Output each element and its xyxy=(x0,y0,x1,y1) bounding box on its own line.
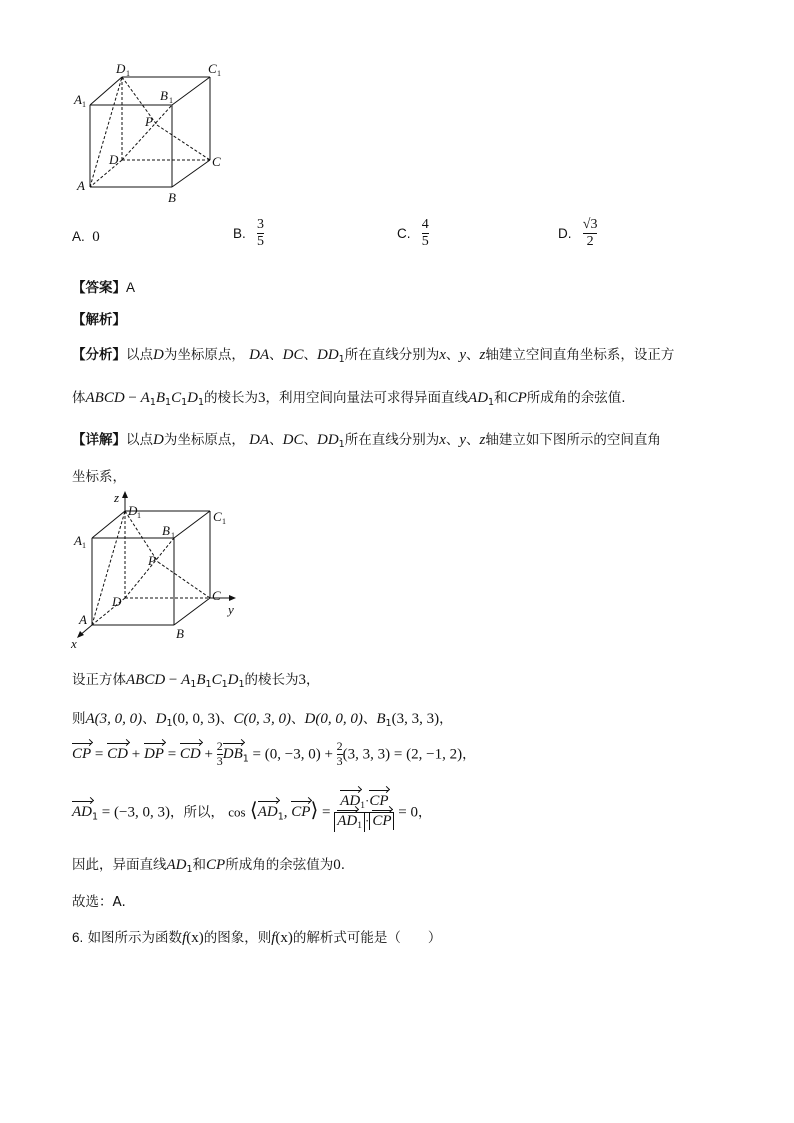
fenxi-line-2: 体ABCD − $A_1B_1C_1D_1$的棱长为3，利用空间向量法可求得异面直线$AD_1$和CP所成角的余弦值. xyxy=(72,390,626,408)
axis-y-label: y xyxy=(228,602,234,617)
svg-text:1: 1 xyxy=(137,511,141,520)
label2-b1: B xyxy=(162,523,170,538)
label2-p: P xyxy=(148,553,156,568)
cos-fraction: $\frac{AD_1\cdot CP}{AD_1 \cdot CP}$ xyxy=(334,793,394,832)
label-b1: B xyxy=(160,88,168,103)
svg-text:1: 1 xyxy=(222,517,226,526)
question-6: 6. 如图所示为函数f(x)的图象，则f(x)的解析式可能是（ ） xyxy=(72,930,442,946)
label2-b: B xyxy=(176,626,184,641)
choice-line: 故选：A. xyxy=(72,894,126,910)
fraction-3-5: $\frac{3}{5}$ xyxy=(257,217,265,250)
svg-text:1: 1 xyxy=(171,531,175,540)
fraction-2-3b: $\frac{2}{3}$ xyxy=(336,739,343,768)
cube-figure-1 xyxy=(70,60,230,210)
label2-c1: C xyxy=(213,509,222,524)
label-c1: C xyxy=(208,61,217,76)
fraction-4-5: $\frac{4}{5}$ xyxy=(421,217,429,250)
label-d: D xyxy=(109,152,119,167)
xiangjie-line-2: 坐标系， xyxy=(72,469,126,485)
svg-text:1: 1 xyxy=(217,69,221,78)
answer-line: 【答案】A xyxy=(72,280,136,296)
option-a[interactable]: A. 0 xyxy=(72,229,100,245)
label-d1: D xyxy=(116,61,126,76)
option-c[interactable]: C. $\frac{4}{5}$ xyxy=(397,217,429,250)
label-a1: A xyxy=(74,92,82,107)
label2-d: D xyxy=(112,594,122,609)
axis-z-label: z xyxy=(114,490,120,505)
label2-a1: A xyxy=(74,533,82,548)
axis-x-label: x xyxy=(71,636,77,650)
svg-text:1: 1 xyxy=(82,100,86,109)
label-c: C xyxy=(212,154,221,169)
ad-cos-line: $AD_1 = (-3$, 0, 3)，所以， $\cos ⟨AD_1$, CP⟩ = $\frac{AD_1\cdot CP}{AD_1 \cdot CP}$ = 0， xyxy=(72,793,432,831)
fraction-sqrt3-2: $\frac{√3}{2}$ xyxy=(582,217,598,250)
option-b[interactable]: B. $\frac{3}{5}$ xyxy=(233,217,265,250)
label-p: P xyxy=(145,114,153,129)
coords-line: 则A(3, 0, 0)、$D_1(0$, 0, 3)、C(0, 3, 0)、D(0, 0, 0)、$B_1(3$, 3, 3)， xyxy=(72,711,453,729)
option-d[interactable]: D. $\frac{√3}{2}$ xyxy=(558,217,598,250)
set-side-line: 设正方体ABCD − $A_1B_1C_1D_1$的棱长为3， xyxy=(72,672,320,690)
label2-d1: D xyxy=(128,503,138,518)
conclusion-line: 因此，异面直线$AD_1$和CP所成角的余弦值为0. xyxy=(72,857,346,875)
cube-figure-2 xyxy=(70,488,245,650)
svg-text:1: 1 xyxy=(169,96,173,105)
xiangjie-line-1: 【详解】以点D为坐标原点， DA、DC、$DD_1$所在直线分别为x、y、z轴建立如下图所示的空间直角 xyxy=(72,432,661,450)
label-b: B xyxy=(168,190,176,205)
label2-a: A xyxy=(79,612,87,627)
svg-text:1: 1 xyxy=(126,69,130,78)
analysis-header: 【解析】 xyxy=(72,312,126,328)
svg-text:1: 1 xyxy=(82,541,86,550)
label-a: A xyxy=(77,178,85,193)
fenxi-line-1: 【分析】以点D为坐标原点， DA、DC、$DD_1$所在直线分别为x、y、z轴建立空间直角坐标系，设正方 xyxy=(72,347,675,365)
fraction-2-3: $\frac{2}{3}$ xyxy=(216,739,223,768)
label2-c: C xyxy=(212,588,221,603)
cp-vector-line: CP = CD + DP = CD + $\frac{2}{3}$ $DB_1 = (0$, −3, 0) + $\frac{2}{3}$ (3, 3, 3) = (2, −1, 2)， xyxy=(72,739,476,768)
